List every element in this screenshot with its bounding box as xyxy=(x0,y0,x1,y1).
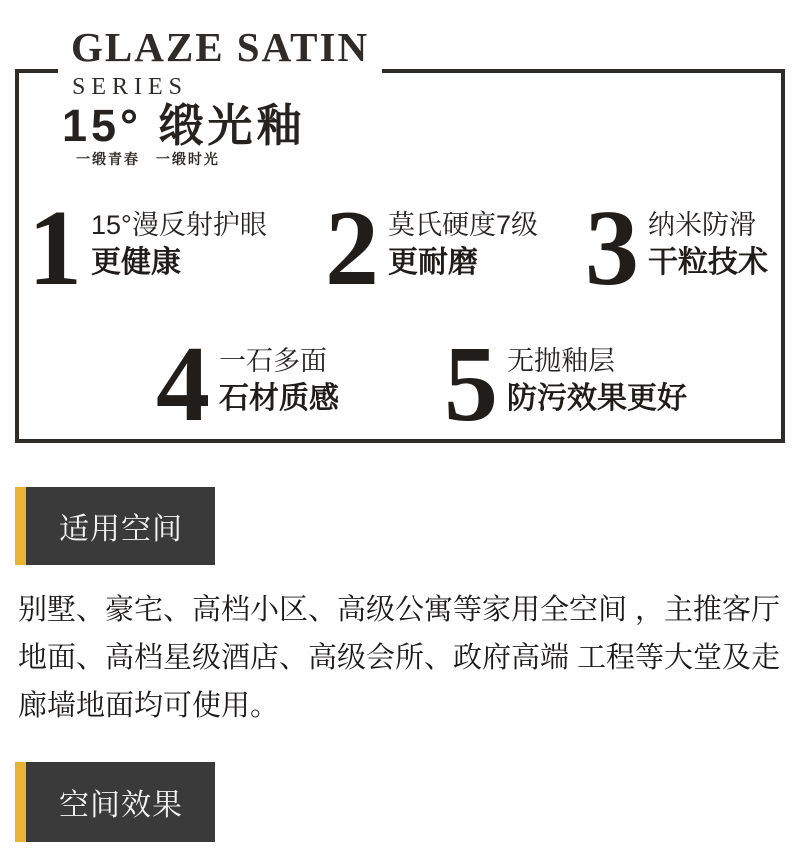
feature-highlight: 石材质感 xyxy=(219,382,339,415)
feature-highlight: 防污效果更好 xyxy=(507,382,687,415)
feature-highlight: 更耐磨 xyxy=(388,246,478,279)
feature-item-2 xyxy=(325,189,539,308)
applicable-spaces-description: 别墅、豪宅、高档小区、高级公寓等家用全空间 ，主推客厅地面、高档星级酒店、高级会所、政府高端 工程等大堂及走廊墙地面均可使用。 xyxy=(18,594,781,722)
feature-number: 1 xyxy=(28,189,82,308)
feature-highlight: 干粒技术 xyxy=(648,246,768,279)
series-label: SERIES xyxy=(72,74,189,100)
feature-item-1 xyxy=(28,189,267,308)
feature-number: 3 xyxy=(585,189,639,308)
feature-desc: 一石多面 xyxy=(219,346,327,376)
yellow-accent-bar xyxy=(15,487,26,565)
feature-desc: 15°漫反射护眼 xyxy=(91,210,267,240)
feature-desc: 无抛釉层 xyxy=(507,346,615,376)
feature-highlight: 更健康 xyxy=(91,246,181,279)
feature-text xyxy=(648,203,768,282)
feature-text xyxy=(388,203,538,282)
section-heading-label: 空间效果 xyxy=(26,762,215,842)
feature-text xyxy=(219,339,339,418)
feature-text xyxy=(507,339,687,418)
feature-desc: 莫氏硬度7级 xyxy=(388,210,539,240)
feature-number: 4 xyxy=(156,325,210,444)
section-header-applicable-spaces xyxy=(15,487,215,565)
feature-item-4 xyxy=(156,325,339,444)
section-heading-label: 适用空间 xyxy=(26,487,215,565)
feature-number: 5 xyxy=(444,325,498,444)
yellow-accent-bar xyxy=(15,762,26,842)
feature-desc: 纳米防滑 xyxy=(648,210,756,240)
feature-text xyxy=(91,203,267,282)
section-header-space-effect xyxy=(15,762,215,842)
glaze-satin-title: GLAZE SATIN xyxy=(58,28,382,74)
cn-tagline: 一缎青春 一缎时光 xyxy=(76,151,220,167)
feature-number: 2 xyxy=(325,189,379,308)
cn-product-title: 15° 缎光釉 xyxy=(62,100,306,151)
feature-item-5 xyxy=(444,325,687,444)
feature-item-3 xyxy=(585,189,768,308)
